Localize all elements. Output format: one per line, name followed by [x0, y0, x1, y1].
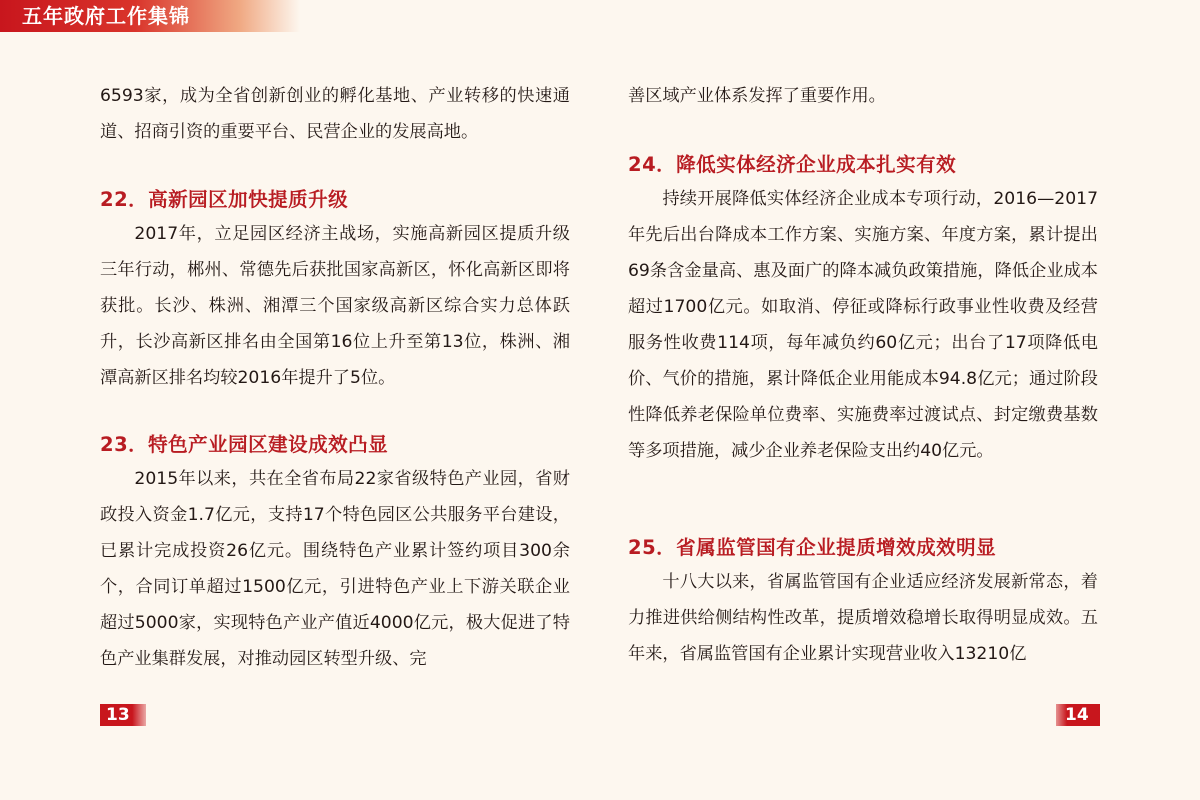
section-23-body: 2015年以来，共在全省布局22家省级特色产业园，省财政投入资金1.7亿元，支持17个特色园区公共服务平台建设，已累计完成投资26亿元。围绕特色产业累计签约项目300余个，合同订单超过1500亿元，引进特色产业上下游关联企业超过5000家，实现特色产业产值近4000亿元，极大促进了特色产业集群发展，对推动园区转型升级、完 — [100, 469, 570, 669]
section-25-body: 十八大以来，省属监管国有企业适应经济发展新常态，着力推进供给侧结构性改革，提质增效稳增长取得明显成效。五年来，省属监管国有企业累计实现营业收入13210亿 — [628, 572, 1098, 664]
section-24-heading: 24．降低实体经济企业成本扎实有效 — [628, 153, 957, 176]
section-22 — [100, 184, 570, 396]
section-24-body: 持续开展降低实体经济企业成本专项行动，2016—2017年先后出台降成本工作方案、实施方案、年度方案，累计提出69条含金量高、惠及面广的降本减负政策措施，降低企业成本超过1700亿元。如取消、停征或降标行政事业性收费及经营服务性收费114项，每年减负约60亿元；出台了17项降低电价、气价的措施，累计降低企业用能成本94.8亿元；通过阶段性降低养老保险单位费率、实施费率过渡试点、封定缴费基数等多项措施，减少企业养老保险支出约40亿元。 — [628, 189, 1098, 461]
section-23 — [100, 429, 570, 677]
left-continuation-block — [100, 78, 570, 150]
page-number-left: 13 — [100, 704, 146, 726]
section-25-heading: 25．省属监管国有企业提质增效成效明显 — [628, 536, 997, 559]
page-number-right: 14 — [1056, 704, 1100, 726]
section-22-body: 2017年，立足园区经济主战场，实施高新园区提质升级三年行动，郴州、常德先后获批国家高新区，怀化高新区即将获批。长沙、株洲、湘潭三个国家级高新区综合实力总体跃升，长沙高新区排名由全国第16位上升至第13位，株洲、湘潭高新区排名均较2016年提升了5位。 — [100, 224, 570, 388]
section-23-heading: 23．特色产业园区建设成效凸显 — [100, 433, 389, 456]
section-25 — [628, 532, 1098, 672]
section-22-heading: 22．高新园区加快提质升级 — [100, 188, 349, 211]
left-continuation-paragraph: 6593家，成为全省创新创业的孵化基地、产业转移的快速通道、招商引资的重要平台、民营企业的发展高地。 — [100, 86, 570, 142]
section-24 — [628, 149, 1098, 469]
right-continuation-paragraph: 善区域产业体系发挥了重要作用。 — [628, 86, 886, 106]
right-continuation-block — [628, 78, 1098, 114]
header-banner — [0, 0, 300, 32]
publication-title: 五年政府工作集锦 — [22, 4, 190, 28]
